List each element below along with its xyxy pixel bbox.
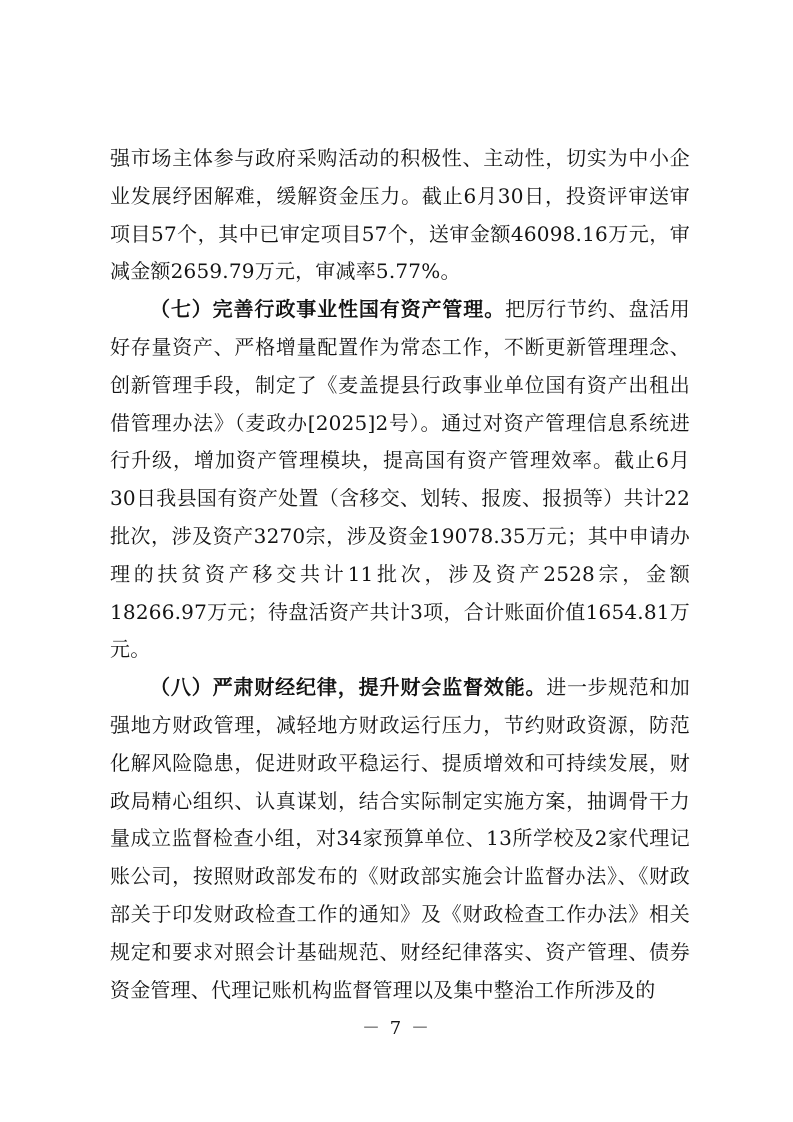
paragraph-continued <box>110 140 690 291</box>
paragraph-text: 进一步规范和加强地方财政管理，减轻地方财政运行压力，节约财政资源，防范化解风险隐患，促进财政平稳运行、提质增效和可持续发展，财政局精心组织、认真谋划，结合实际制定实施方案，抽调骨干力量成立监督检查小组，对34家预算单位、13所学校及2家代理记账公司，按照财政部发布的《财政部实施会计监督办法》、《财政部关于印发财政检查工作的通知》及《财政检查工作办法》相关规定和要求对照会计基础规范、财经纪律落实、资产管理、债券资金管理、代理记账机构监督管理以及集中整治工作所涉及的 <box>110 675 691 1002</box>
paragraph-text: 把厉行节约、盘活用好存量资产、严格增量配置作为常态工作，不断更新管理理念、创新管理手段，制定了《麦盖提县行政事业单位国有资产出租出借管理办法》（麦政办[2025]2号）。通过对资产管理信息系统进行升级，增加资产管理模块，提高国有资产管理效率。截止6月30日我县国有资产处置（含移交、划转、报废、报损等）共计22批次，涉及资产3270宗，涉及资金19078.35万元；其中申请办理的扶贫资产移交共计11批次，涉及资产2528宗，金额18266.97万元；待盘活资产共计3项，合计账面价值1654.81万元。 <box>110 297 690 662</box>
paragraph-state-assets <box>110 291 690 669</box>
section-heading-8: （八）严肃财经纪律，提升财会监督效能。 <box>150 675 547 700</box>
page-number: － 7 － <box>362 1018 431 1039</box>
document-body <box>110 140 690 1009</box>
paragraph-text: 强市场主体参与政府采购活动的积极性、主动性，切实为中小企业发展纾困解难，缓解资金压力。截止6月30日，投资评审送审项目57个，其中已审定项目57个，送审金额46098.16万元，审减金额2659.79万元，审减率5.77%。 <box>110 146 690 284</box>
paragraph-financial-discipline <box>110 669 690 1009</box>
section-heading-7: （七）完善行政事业性国有资产管理。 <box>150 297 506 322</box>
